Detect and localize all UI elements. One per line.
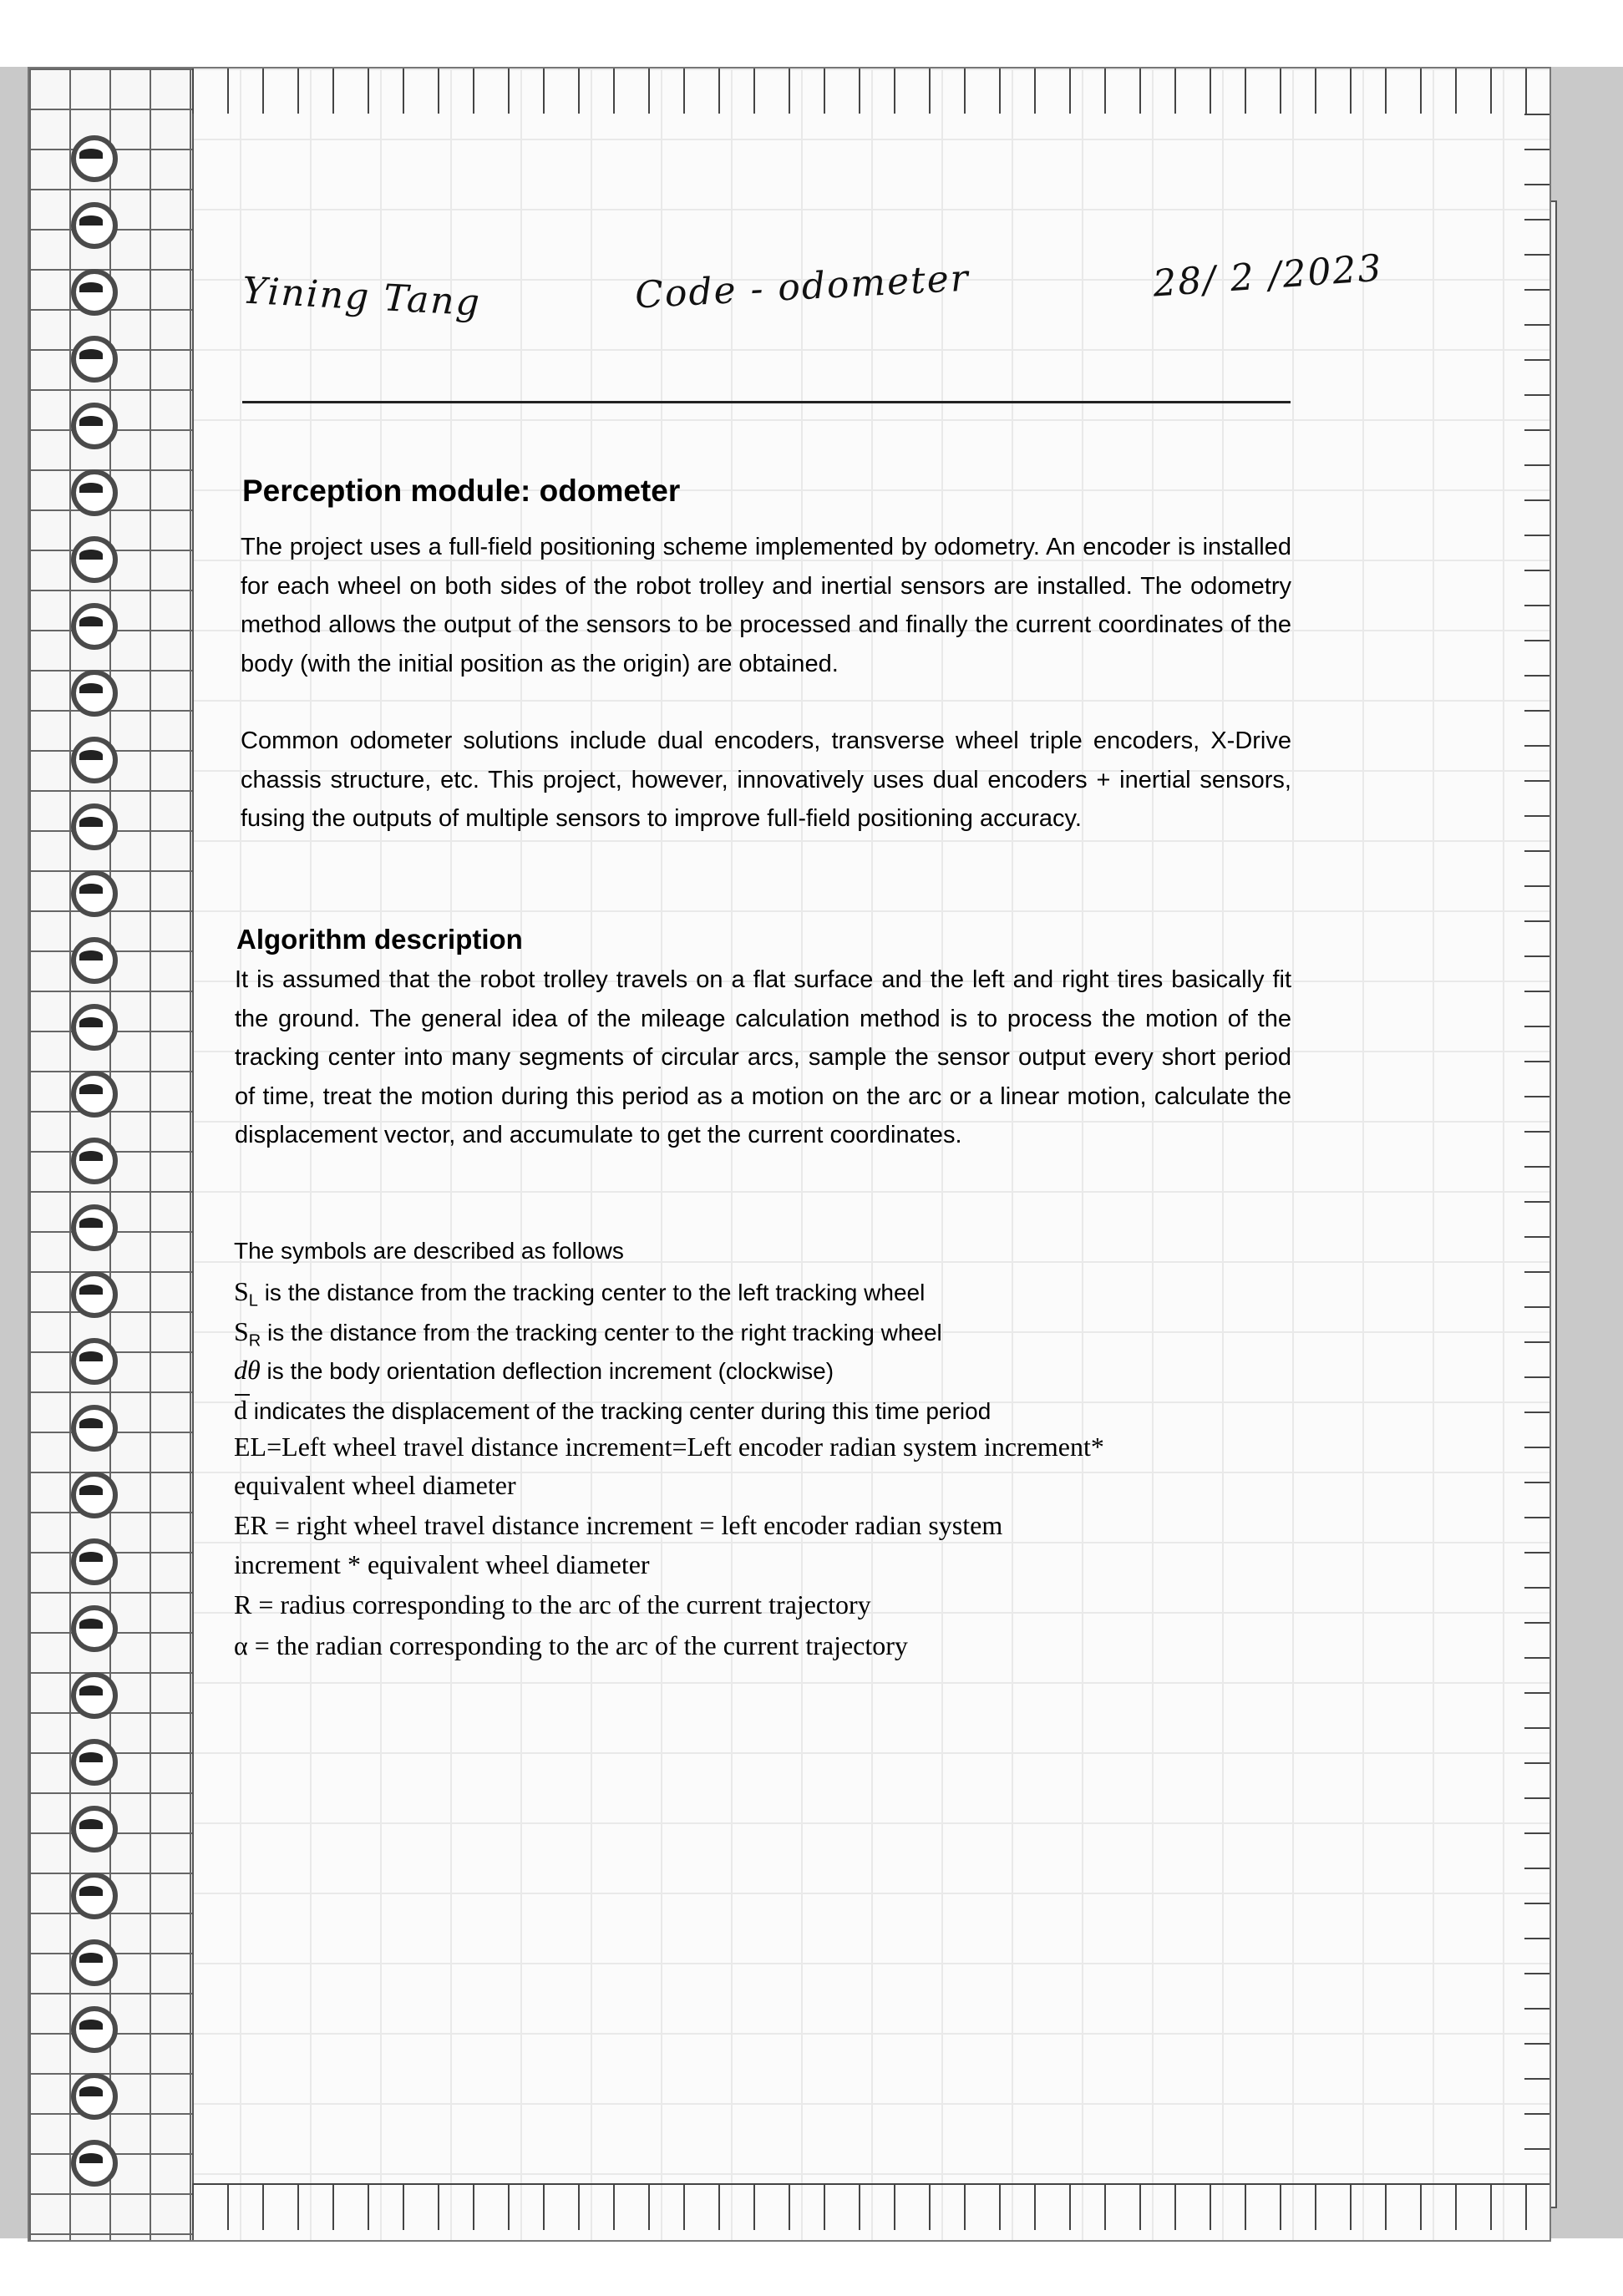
spiral-ring — [71, 1204, 118, 1251]
el-line-2: equivalent wheel diameter — [234, 1470, 516, 1500]
spiral-ring — [71, 469, 118, 516]
el-line-1: EL=Left wheel travel distance increment=Left encoder radian system increment* — [234, 1432, 1104, 1462]
spiral-ring — [71, 1138, 118, 1184]
spiral-ring — [71, 1405, 118, 1452]
symbol-sr — [234, 1316, 942, 1351]
spiral-ring — [71, 536, 118, 583]
symbols-intro: The symbols are described as follows — [234, 1238, 624, 1264]
spiral-ring — [71, 803, 118, 850]
spiral-ring — [71, 1939, 118, 1986]
d-vector-symbol: d — [234, 1395, 247, 1425]
spiral-ring — [71, 1472, 118, 1518]
alpha-definition: α = the radian corresponding to the arc of the current trajectory — [234, 1630, 908, 1660]
algorithm-heading: Algorithm description — [236, 924, 523, 955]
note-date: 28/ 2 /2023 — [1151, 246, 1385, 306]
handwritten-header — [0, 0, 1623, 401]
symbol-sl — [234, 1276, 925, 1311]
d-description: indicates the displacement of the tracking center during this time period — [253, 1398, 992, 1424]
spiral-ring — [71, 2006, 118, 2053]
author-name: Yining Tang — [241, 269, 483, 325]
right-ruler — [1524, 114, 1549, 2185]
spiral-ring — [71, 870, 118, 917]
spiral-ring — [71, 1739, 118, 1786]
spiral-ring — [71, 403, 118, 449]
spiral-ring — [71, 2140, 118, 2187]
spiral-ring — [71, 1071, 118, 1118]
symbol-dtheta — [234, 1355, 834, 1386]
er-line-1: ER = right wheel travel distance increment = left encoder radian system — [234, 1510, 1003, 1540]
paragraph-odometer-solutions: Common odometer solutions include dual encoders, transverse wheel triple encoders, X-Drive chassis structure, etc. This project, however, innovatively uses dual encoders + inertial sensors, fusing the outputs of multiple sensors to improve full-field positioning accuracy. — [241, 727, 1291, 832]
spiral-ring — [71, 1873, 118, 1919]
symbol-d — [234, 1395, 991, 1426]
dtheta-symbol: dθ — [234, 1355, 261, 1385]
spiral-ring — [71, 1538, 118, 1585]
sr-symbol: S — [234, 1316, 249, 1346]
note-title: Code - odometer — [633, 256, 971, 317]
sr-description: is the distance from the tracking center to the right tracking wheel — [267, 1320, 942, 1346]
spiral-ring — [71, 1672, 118, 1719]
spiral-ring — [71, 1806, 118, 1853]
spiral-ring — [71, 1605, 118, 1652]
paragraph-positioning-scheme: The project uses a full-field positioning scheme implemented by odometry. An encoder is installed for each wheel on both sides of the robot trolley and inertial sensors are installed. The odometry method allows the output of the sensors to be processed and finally the current coordinates of the body (with the initial position as the origin) are obtained. — [241, 534, 1291, 677]
r-definition: R = radius corresponding to the arc of the current trajectory — [234, 1589, 871, 1619]
spiral-ring — [71, 1004, 118, 1051]
spiral-ring — [71, 937, 118, 984]
dtheta-description: is the body orientation deflection increment (clockwise) — [266, 1358, 834, 1384]
spiral-ring — [71, 737, 118, 783]
spiral-ring — [71, 2073, 118, 2120]
section-heading: Perception module: odometer — [242, 474, 681, 508]
sr-subscript: R — [248, 1331, 261, 1351]
paragraph-algorithm: It is assumed that the robot trolley travels on a flat surface and the left and right tires basically fit the ground. The general idea of the mileage calculation method is to process the motion of the tracking center into many segments of circular arcs, sample the sensor output every short period of time, treat the motion during this period as a motion on the arc or a linear motion, calculate the displacement vector, and accumulate to get the current coordinates. — [235, 966, 1291, 1148]
sl-subscript: L — [248, 1291, 258, 1310]
bottom-ruler — [192, 2183, 1549, 2230]
header-divider — [242, 401, 1291, 403]
spiral-ring — [71, 1271, 118, 1318]
spiral-ring — [71, 670, 118, 717]
spiral-ring — [71, 1338, 118, 1385]
spiral-ring — [71, 603, 118, 650]
er-line-2: increment * equivalent wheel diameter — [234, 1549, 650, 1579]
sl-symbol: S — [234, 1276, 249, 1306]
sl-description: is the distance from the tracking center to the left tracking wheel — [264, 1280, 926, 1305]
